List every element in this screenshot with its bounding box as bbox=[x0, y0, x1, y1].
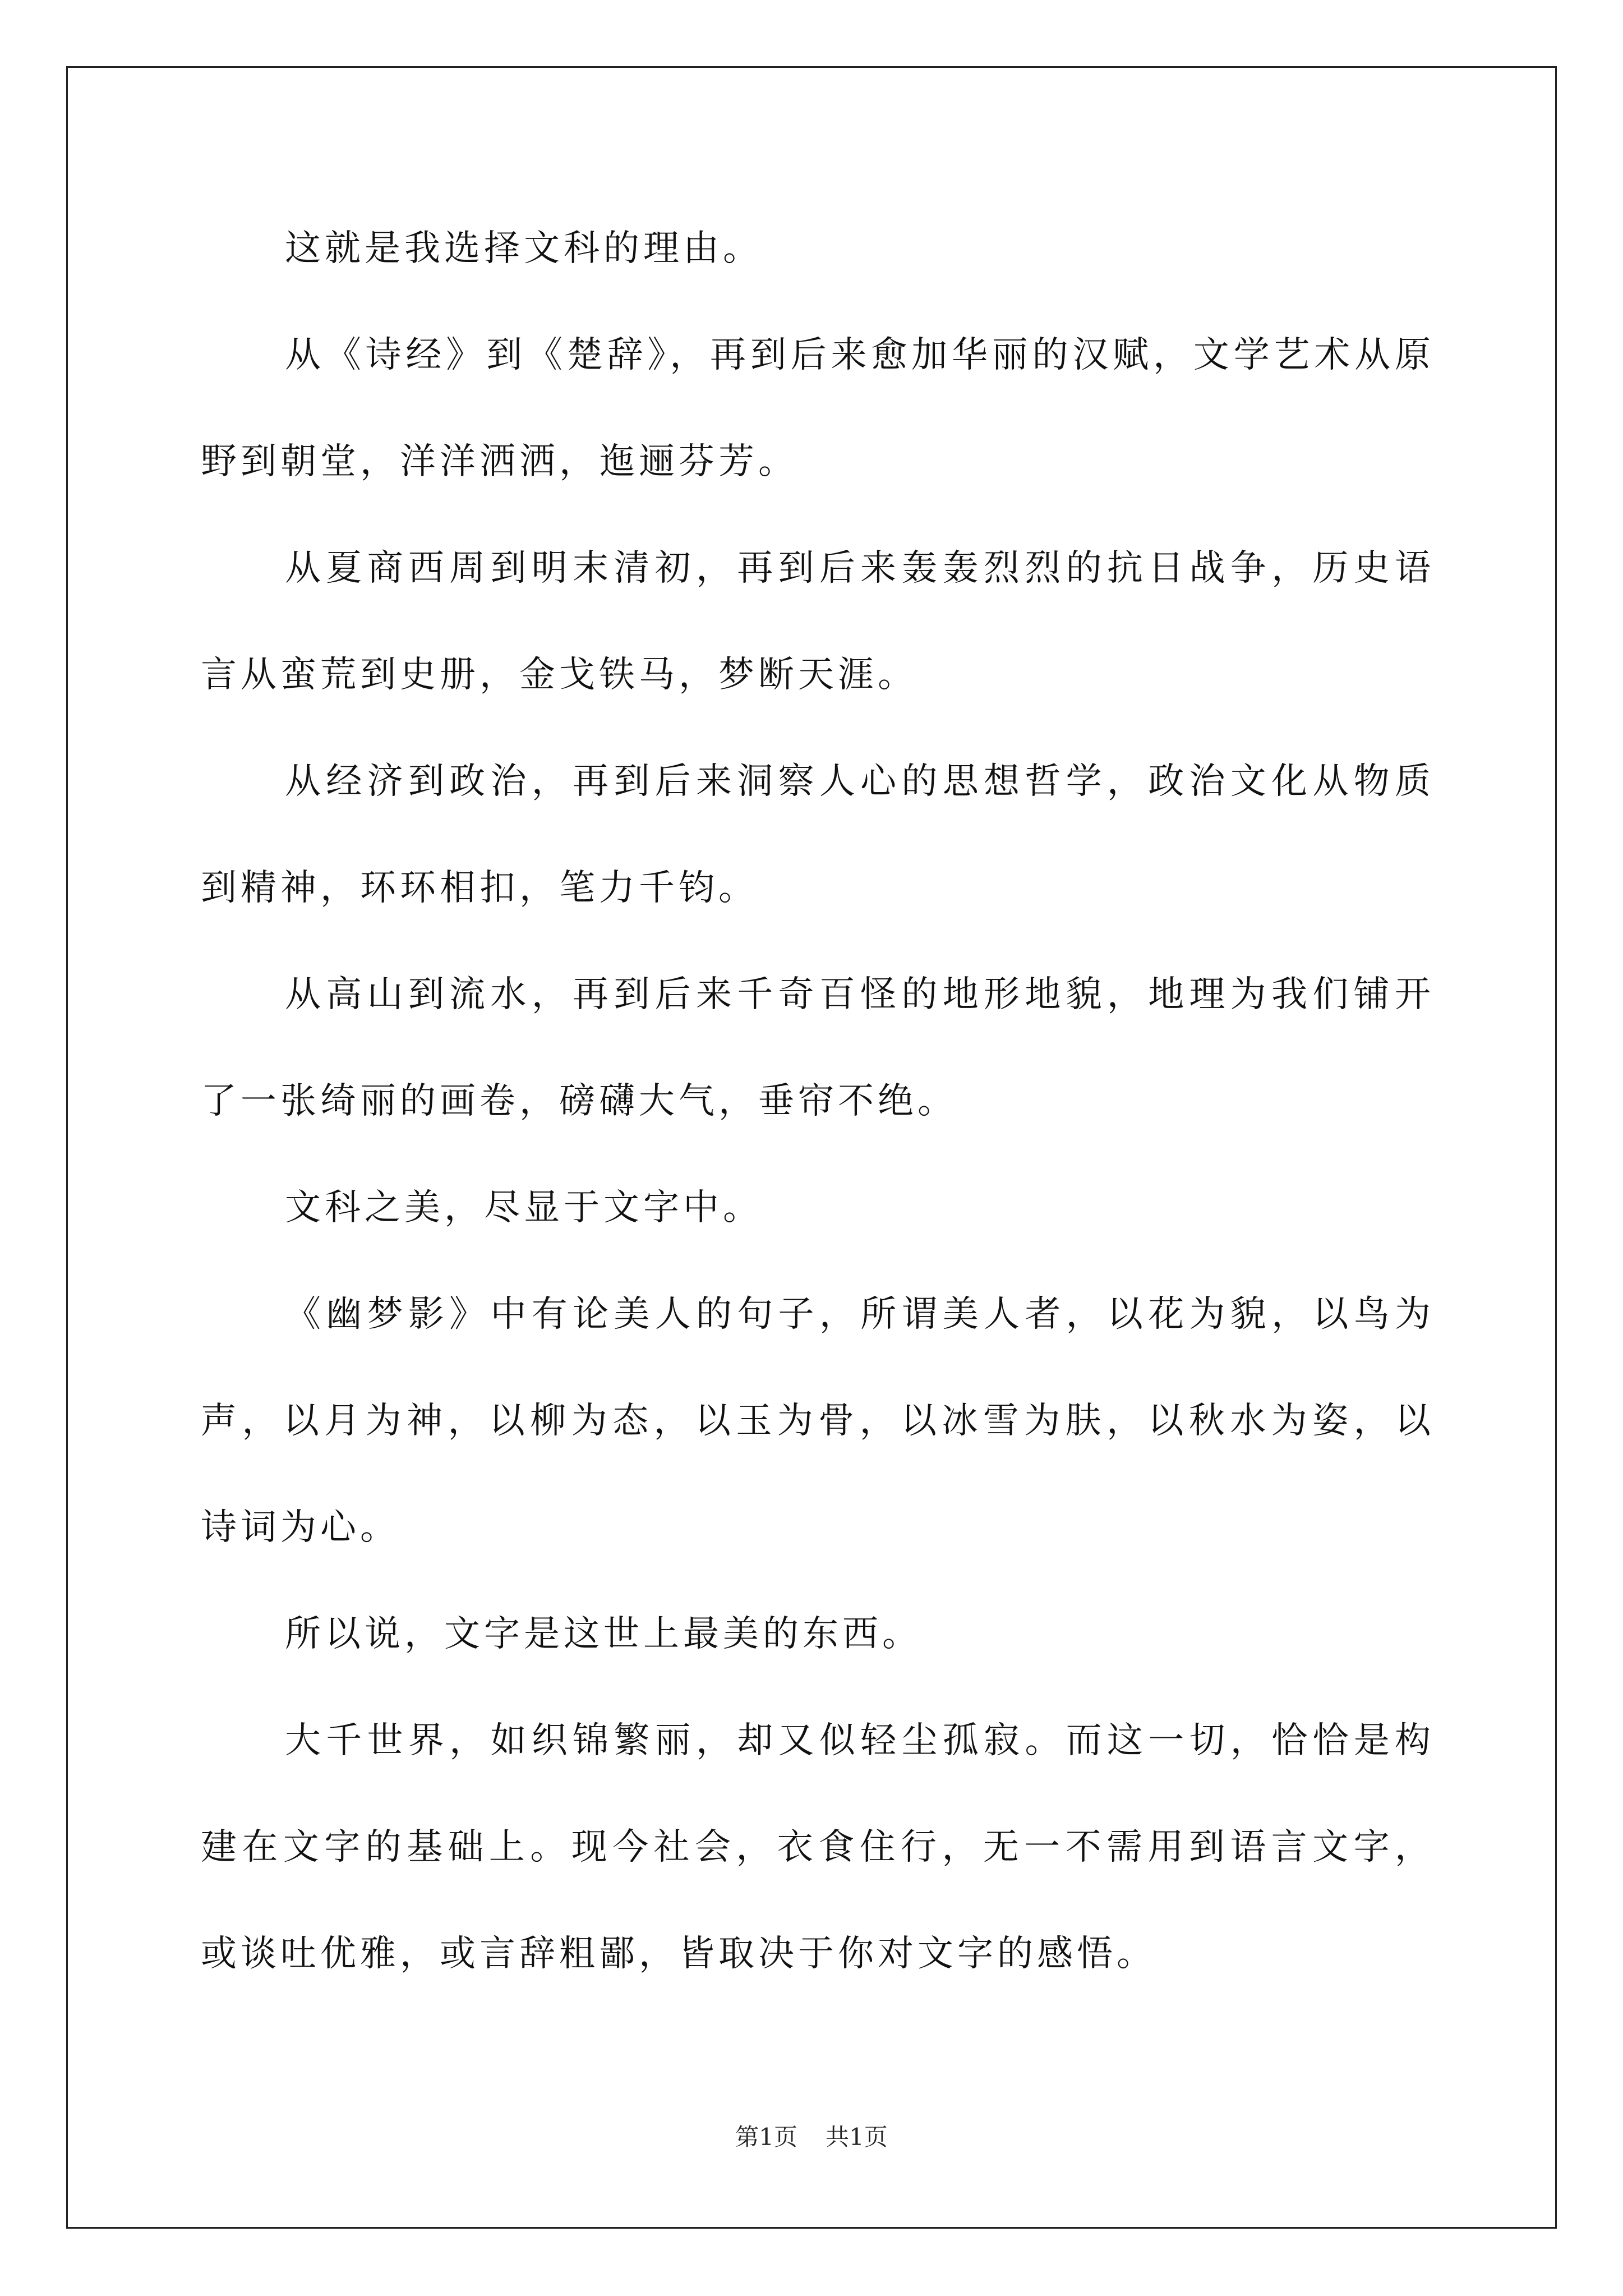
paragraph: 这就是我选择文科的理由。 bbox=[285, 228, 763, 269]
document-body bbox=[201, 195, 1435, 2007]
paragraph: 大千世界，如织锦繁丽，却又似轻尘孤寂。而这一切，恰恰是构建在文字的基础上。现今社会，衣食住行，无一不需用到语言文字，或谈吐优雅，或言辞粗鄙，皆取决于你对文字的感悟。 bbox=[201, 1720, 1435, 1975]
paragraph: 从《诗经》到《楚辞》，再到后来愈加华丽的汉赋，文学艺术从原野到朝堂，洋洋洒洒，迤逦芬芳。 bbox=[201, 334, 1435, 482]
page-number: 第1页 bbox=[735, 2123, 797, 2151]
paragraph: 从高山到流水，再到后来千奇百怪的地形地貌，地理为我们铺开了一张绮丽的画卷，磅礴大气，垂帘不绝。 bbox=[201, 974, 1435, 1122]
page-footer bbox=[0, 2120, 1623, 2154]
paragraph: 所以说，文字是这世上最美的东西。 bbox=[285, 1613, 922, 1655]
paragraph: 从经济到政治，再到后来洞察人心的思想哲学，政治文化从物质到精神，环环相扣，笔力千钧。 bbox=[201, 761, 1435, 909]
paragraph: 从夏商西周到明末清初，再到后来轰轰烈烈的抗日战争，历史语言从蛮荒到史册，金戈铁马，梦断天涯。 bbox=[201, 547, 1435, 696]
page-total: 共1页 bbox=[826, 2123, 888, 2151]
paragraph: 文科之美，尽显于文字中。 bbox=[285, 1187, 763, 1228]
paragraph: 《幽梦影》中有论美人的句子，所谓美人者，以花为貌，以鸟为声，以月为神，以柳为态，以玉为骨，以冰雪为肤，以秋水为姿，以诗词为心。 bbox=[201, 1294, 1435, 1548]
